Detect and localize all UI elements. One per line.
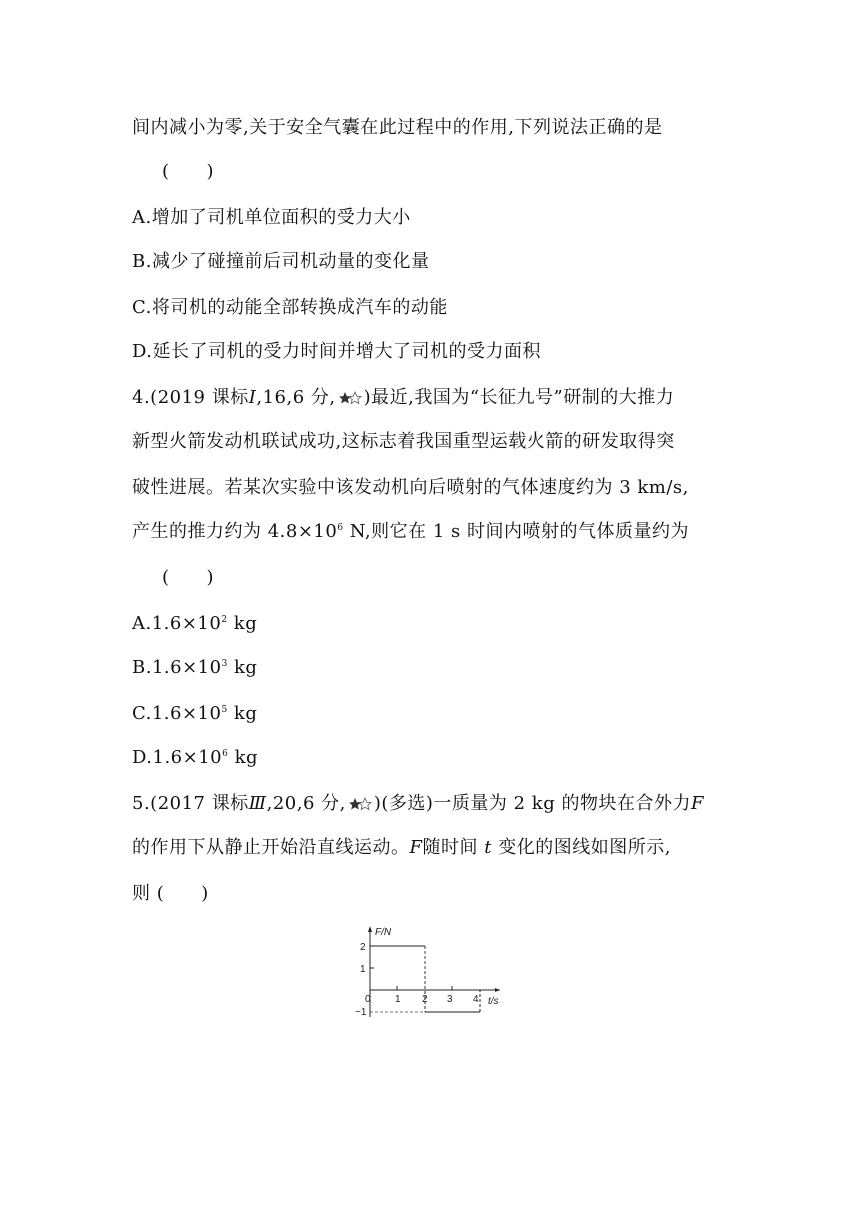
y-tick-2: 2 [360,942,366,953]
y-axis-label: F/N [375,927,392,938]
y-tick-1: 1 [360,964,366,975]
option-text: C.1.6×10 [132,703,222,724]
option-unit: kg [227,703,258,724]
option-text: A.1.6×10 [132,613,222,634]
q4-answer-paren: ( ) [162,567,215,588]
q5-stem-text: )(多选)一质量为 2 kg 的物块在合外力 [373,793,691,814]
x-tick-1: 1 [395,994,401,1005]
q4-stem-line-4 [132,520,689,544]
option-exponent: 6 [222,749,229,759]
q5-text: 随时间 [422,837,485,858]
option-exponent: 3 [221,659,228,669]
q4-thrust-tail: N,则它在 1 s 时间内喷射的气体质量约为 [343,521,689,542]
q3-option-a: A.增加了司机单位面积的受力大小 [132,207,411,228]
q5-time-var: t [484,837,492,858]
q4-source: 4.(2019 课标 [132,387,249,408]
q4-thrust-text: 产生的推力约为 4.8×10 [132,521,338,542]
q4-stem-line-2: 新型火箭发动机联试成功,这标志着我国重型运载火箭的研发取得突 [132,431,675,452]
q5-text: 的作用下从静止开始沿直线运动。 [132,837,410,858]
x-tick-3: 3 [447,994,453,1005]
q5-stem-line-1 [132,792,704,816]
q4-thrust-exponent: 6 [337,523,344,533]
q5-source-tail: ,20,6 分, [266,793,346,814]
x-tick-2: 2 [422,994,428,1005]
q3-option-b: B.减少了碰撞前后司机动量的变化量 [132,251,430,272]
option-unit: kg [228,747,259,768]
force-time-graph [355,922,505,1022]
option-exponent: 2 [221,615,228,625]
x-tick-0: 0 [365,994,371,1005]
q5-force-var: F [409,837,423,858]
option-text: D.1.6×10 [132,747,223,768]
force-series [370,946,480,1012]
q3-option-c: C.将司机的动能全部转换成汽车的动能 [132,297,448,318]
q4-stem-line-1 [132,386,674,410]
q5-roman: Ⅲ [248,793,267,814]
q4-source-tail: ,16,6 分, [256,387,336,408]
difficulty-stars-icon [348,797,374,811]
q5-text: 变化的图线如图所示, [491,837,671,858]
x-axis-arrow-icon [495,988,500,992]
y-tick-neg1: −1 [355,1007,367,1018]
q3-stem-line: 间内减小为零,关于安全气囊在此过程中的作用,下列说法正确的是 [132,117,663,138]
q4-stem-text: )最近,我国为“长征九号”研制的大推力 [363,387,675,408]
q4-stem-line-3: 破性进展。若某次实验中该发动机向后喷射的气体速度约为 3 km/s, [132,477,689,498]
q3-answer-paren: ( ) [162,161,215,182]
q4-roman: Ⅰ [248,387,257,408]
option-unit: kg [227,657,258,678]
q4-option-d [132,746,258,770]
q5-source: 5.(2017 课标 [132,793,249,814]
q5-stem-line-2 [132,836,671,860]
y-axis-arrow-icon [368,926,372,932]
q4-option-c [132,702,257,726]
q4-option-b [132,656,257,680]
option-unit: kg [227,613,258,634]
q5-stem-line-3: 则 ( ) [132,883,209,904]
q4-option-a [132,612,257,636]
q5-force-var: F [690,793,704,814]
x-axis-label: t/s [488,996,499,1007]
difficulty-stars-icon [338,391,364,405]
q3-option-d: D.延长了司机的受力时间并增大了司机的受力面积 [132,341,542,362]
option-text: B.1.6×10 [132,657,222,678]
x-tick-4: 4 [473,994,479,1005]
option-exponent: 5 [221,705,228,715]
